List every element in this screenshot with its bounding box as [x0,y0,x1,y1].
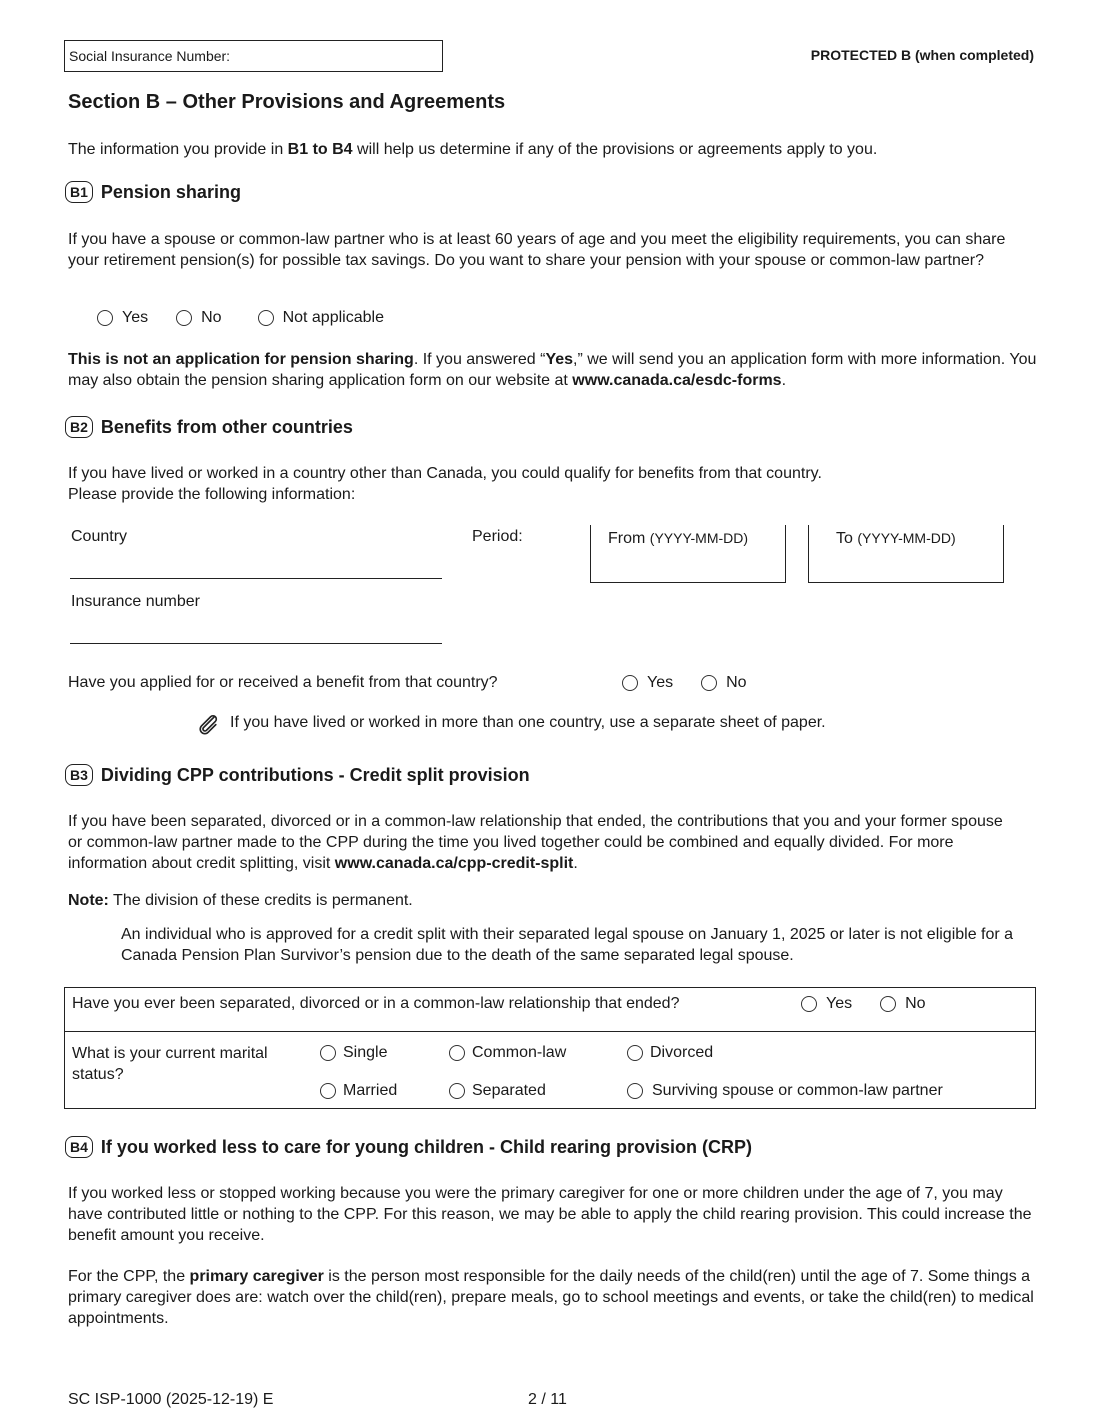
to-label: To [836,530,853,547]
b1-yes-radio[interactable]: Yes [97,309,148,327]
b3-badge: B3 [65,764,93,786]
insurance-number-label: Insurance number [71,593,200,610]
radio-circle[interactable] [258,310,274,326]
b3-paragraph: If you have been separated, divorced or in a common-law relationship that ended, the contributions that you and your former spouse or common-law partner made to the CPP during the time you lived together could be combined and equally divided. For more information about credit splitting, visit www.canada.ca/cpp-credit-split. [68,813,1003,872]
b1-no-radio[interactable]: No [176,309,221,327]
b4-paragraph-1: If you worked less or stopped working because you were the primary caregiver for one or more children under the age of 7, you may have contributed little or nothing to the CPP. For this reason, we may be able to apply the child rearing provision. This could increase the benefit amount you receive. [68,1185,1032,1244]
b4-paragraph-2: For the CPP, the primary caregiver is the person most responsible for the daily needs of the child(ren) until the age of 7. Some things a primary caregiver does are: watch over the child(ren), prepare meals, go to school meetings and events, or take the child(ren) to medical appointments. [68,1268,1034,1327]
separated-yes-radio[interactable]: Yes [801,995,852,1013]
marital-separated-radio[interactable]: Separated [449,1082,546,1100]
period-label: Period: [472,528,523,545]
insurance-number-field[interactable] [70,643,442,644]
from-label: From [608,530,646,547]
b2-title: Benefits from other countries [100,416,353,437]
b1-options [97,309,384,327]
radio-circle[interactable] [801,996,817,1012]
separated-options [801,995,926,1013]
b4-badge: B4 [65,1136,93,1158]
marital-married-radio[interactable]: Married [320,1082,397,1100]
from-date-field[interactable] [590,525,786,583]
b2-no-radio[interactable]: No [701,674,746,692]
country-field[interactable] [70,578,442,579]
b2-yes-radio[interactable]: Yes [622,674,673,692]
radio-circle[interactable] [622,675,638,691]
radio-circle[interactable] [627,1083,643,1099]
b2-applied-options [622,674,747,692]
b1-heading [65,181,241,203]
b3-heading [65,764,530,786]
radio-circle[interactable] [880,996,896,1012]
marital-single-radio[interactable]: Single [320,1044,387,1062]
to-date-field[interactable] [808,525,1004,583]
form-identifier: SC ISP-1000 (2025-12-19) E [68,1391,274,1408]
credit-split-link[interactable]: www.canada.ca/cpp-credit-split [334,855,574,872]
b1-note: This is not an application for pension sharing. If you answered “Yes,” we will send you an application form with more information. You may also obtain the pension sharing application form on our website at www.canada.ca/esdc-forms. [68,351,1037,389]
esdc-forms-link[interactable]: www.canada.ca/esdc-forms [572,372,782,389]
b2-badge: B2 [65,416,93,438]
marital-surviving-radio[interactable]: Surviving spouse or common-law partner [627,1082,943,1100]
to-format: (YYYY-MM-DD) [857,530,956,546]
b1-not-applicable-radio[interactable]: Not applicable [258,309,384,327]
b2-more-country-note: If you have lived or worked in more than one country, use a separate sheet of paper. [230,714,826,731]
b3-title: Dividing CPP contributions - Credit split provision [100,764,530,785]
b3-table-divider [64,1031,1036,1032]
b4-title: If you worked less to care for young children - Child rearing provision (CRP) [100,1136,752,1157]
radio-circle[interactable] [449,1083,465,1099]
marital-status-question: What is your current marital status? [72,1045,268,1083]
country-label: Country [71,528,128,545]
protected-label: PROTECTED B (when completed) [810,47,1034,63]
radio-circle[interactable] [97,310,113,326]
radio-circle[interactable] [627,1045,643,1061]
b1-question: If you have a spouse or common-law partner who is at least 60 years of age and you meet the eligibility requirements, you can share your retirement pension(s) for possible tax savings. Do you want to share your pension with your spouse or common-law partner? [68,231,1006,269]
separated-no-radio[interactable]: No [880,995,925,1013]
separated-question: Have you ever been separated, divorced or in a common-law relationship that ended? [72,995,680,1012]
marital-divorced-radio[interactable]: Divorced [627,1044,713,1062]
section-title: Section B – Other Provisions and Agreements [68,91,506,113]
from-format: (YYYY-MM-DD) [649,530,749,546]
paperclip-icon [197,713,219,740]
radio-circle[interactable] [449,1045,465,1061]
b1-badge: B1 [65,181,93,203]
radio-circle[interactable] [701,675,717,691]
b3-note-indent: An individual who is approved for a credit split with their separated legal spouse on January 1, 2025 or later is not eligible for a Canada Pension Plan Survivor’s pension due to the death of the same separated legal spouse. [121,926,1014,964]
section-intro: The information you provide in B1 to B4 will help us determine if any of the provisions or agreements apply to you. [68,141,878,158]
b2-applied-question: Have you applied for or received a benefit from that country? [68,674,498,691]
b2-intro: If you have lived or worked in a country other than Canada, you could qualify for benefits from that country. Please provide the following information: [68,465,822,503]
radio-circle[interactable] [320,1045,336,1061]
b2-heading [65,416,353,438]
marital-common-law-radio[interactable]: Common-law [449,1044,566,1062]
radio-circle[interactable] [320,1083,336,1099]
radio-circle[interactable] [176,310,192,326]
b3-note: Note: The division of these credits is permanent. [68,892,413,909]
page-number: 2 / 11 [528,1391,567,1408]
b1-title: Pension sharing [100,181,241,202]
b4-heading [65,1136,752,1158]
sin-label: Social Insurance Number: [69,48,231,64]
sin-field[interactable] [64,40,443,72]
